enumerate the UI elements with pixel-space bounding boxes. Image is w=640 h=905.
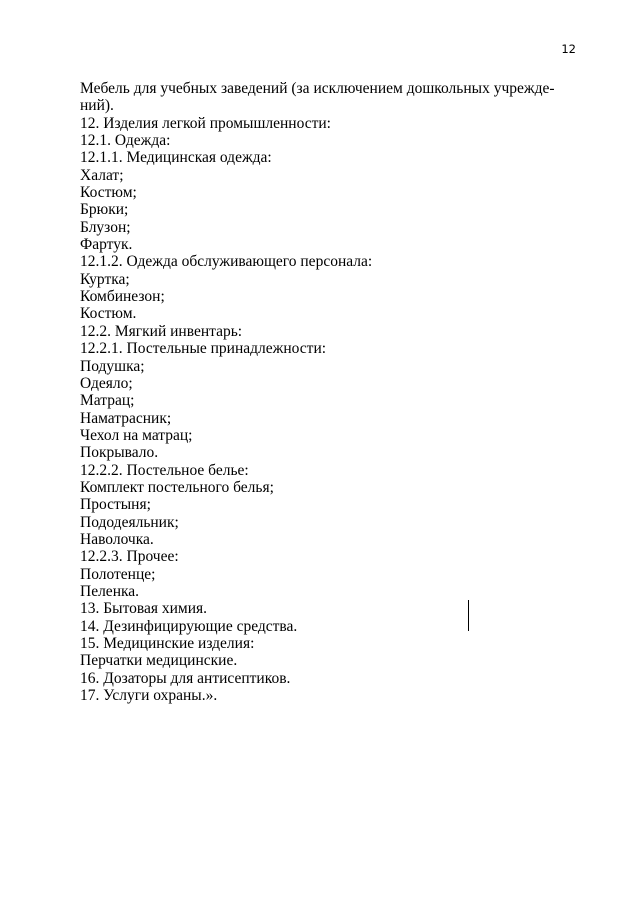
text-line: 12.1.1. Медицинская одежда: xyxy=(80,149,272,167)
text-line: Фартук. xyxy=(80,236,133,254)
text-line: Перчатки медицинские. xyxy=(80,652,238,670)
text-line: 12.1. Одежда: xyxy=(80,132,171,150)
text-line: Подушка; xyxy=(80,357,145,375)
text-line: 12.2.2. Постельное белье: xyxy=(80,461,249,479)
page-number: 12 xyxy=(561,42,576,56)
text-line: Покрывало. xyxy=(80,444,159,462)
text-line: 12.2.3. Прочее: xyxy=(80,548,179,566)
text-line: 12.2. Мягкий инвентарь: xyxy=(80,322,243,340)
text-line: Матрац; xyxy=(80,392,135,410)
text-line: 12.1.2. Одежда обслуживающего персонала: xyxy=(80,253,373,271)
text-line: Комбинезон; xyxy=(80,288,165,306)
text-line: Наматрасник; xyxy=(80,409,172,427)
text-line: 12. Изделия легкой промышленности: xyxy=(80,114,331,132)
document-body xyxy=(80,80,560,704)
text-line: Брюки; xyxy=(80,201,129,219)
text-line: Чехол на матрац; xyxy=(80,426,193,444)
text-line: 13. Бытовая химия. xyxy=(80,600,208,618)
text-line: Простыня; xyxy=(80,496,151,514)
text-line: Пододеяльник; xyxy=(80,513,179,531)
text-line: ний). xyxy=(80,97,114,115)
text-line: Полотенце; xyxy=(80,565,156,583)
text-line: Одеяло; xyxy=(80,374,133,392)
text-line: Костюм; xyxy=(80,184,137,202)
text-line: 17. Услуги охраны.». xyxy=(80,687,218,705)
text-line: Комплект постельного белья; xyxy=(80,478,274,496)
text-line: 15. Медицинские изделия: xyxy=(80,635,255,652)
text-line: Мебель для учебных заведений (за исключением дошкольных учрежде- xyxy=(80,80,555,97)
text-line: 12.2.1. Постельные принадлежности: xyxy=(80,340,327,358)
text-line: Блузон; xyxy=(80,218,131,236)
text-line: Пеленка. xyxy=(80,582,140,600)
text-line: 16. Дозаторы для антисептиков. xyxy=(80,669,291,687)
text-line: Наволочка. xyxy=(80,530,154,548)
text-line: Костюм. xyxy=(80,305,137,323)
text-line: Халат; xyxy=(80,166,124,184)
text-line: 14. Дезинфицирующие средства. xyxy=(80,617,298,635)
margin-mark xyxy=(468,600,469,631)
text-line: Куртка; xyxy=(80,270,130,288)
